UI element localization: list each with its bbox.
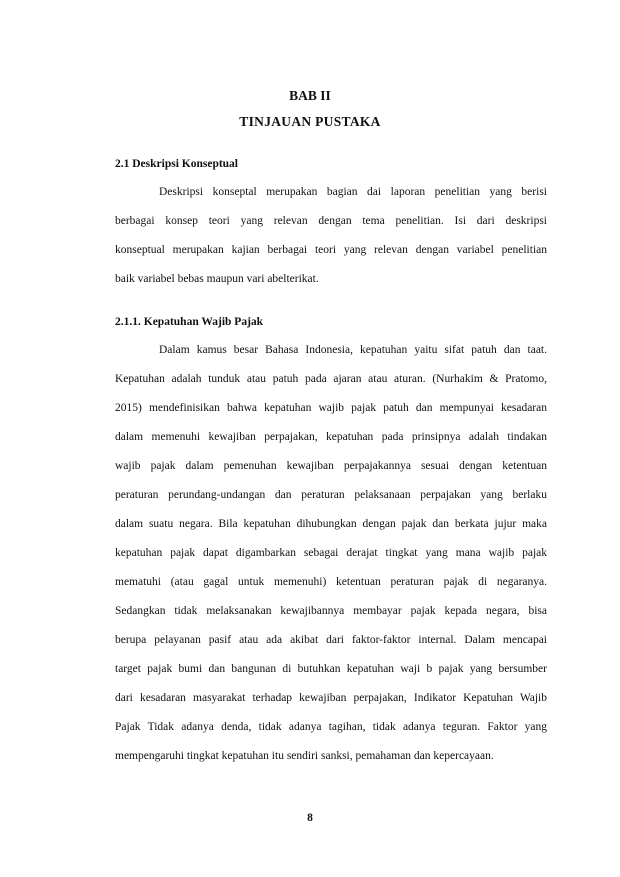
text-line: dalam suatu negara. Bila kepatuhan dihubungkan dengan pajak dan berkata jujur maka bbox=[115, 518, 547, 530]
section-heading-deskripsi-konseptual: 2.1 Deskripsi Konseptual bbox=[115, 158, 239, 170]
text-line: berupa pelayanan pasif atau ada akibat dari faktor-faktor internal. Dalam mencapai bbox=[115, 634, 547, 646]
text-line: Sedangkan tidak melaksanakan kewajibannya membayar pajak kepada negara, bisa bbox=[115, 605, 547, 617]
text-line: dalam memenuhi kewajiban perpajakan, kepatuhan pada prinsipnya adalah tindakan bbox=[115, 431, 547, 443]
text-line: konseptual merupakan kajian berbagai teori yang relevan dengan variabel penelitian bbox=[115, 244, 547, 256]
text-line: dari kesadaran masyarakat terhadap kewajiban perpajakan, Indikator Kepatuhan Wajib bbox=[115, 692, 547, 704]
page-number: 8 bbox=[307, 812, 313, 824]
text-line: Pajak Tidak adanya denda, tidak adanya tagihan, tidak adanya teguran. Faktor yang bbox=[115, 721, 547, 733]
paragraph-kepatuhan-wajib-pajak bbox=[115, 340, 547, 775]
chapter-title: TINJAUAN PUSTAKA bbox=[239, 114, 381, 129]
text-line: peraturan perundang-undangan dan peraturan pelaksanaan perpajakan yang berlaku bbox=[115, 489, 547, 501]
text-line: 2015) mendefinisikan bahwa kepatuhan wajib pajak patuh dan mempunyai kesadaran bbox=[115, 402, 547, 414]
text-line: berbagai konsep teori yang relevan dengan tema penelitian. Isi dari deskripsi bbox=[115, 215, 547, 227]
text-line: target pajak bumi dan bangunan di butuhkan kepatuhan waji b pajak yang bersumber bbox=[115, 663, 547, 675]
section-heading-kepatuhan-wajib-pajak: 2.1.1. Kepatuhan Wajib Pajak bbox=[115, 316, 264, 328]
text-line: kepatuhan pajak dapat digambarkan sebagai derajat tingkat yang mana wajib pajak bbox=[115, 547, 547, 559]
text-line: wajib pajak dalam pemenuhan kewajiban perpajakannya sesuai dengan ketentuan bbox=[115, 460, 547, 472]
text-line: Dalam kamus besar Bahasa Indonesia, kepatuhan yaitu sifat patuh dan taat. bbox=[159, 344, 547, 356]
paragraph-deskripsi-konseptual bbox=[115, 182, 547, 298]
text-line: mempengaruhi tingkat kepatuhan itu sendiri sanksi, pemahaman dan kepercayaan. bbox=[115, 750, 494, 762]
text-line: mematuhi (atau gagal untuk memenuhi) ketentuan peraturan pajak di negaranya. bbox=[115, 576, 547, 588]
text-line: baik variabel bebas maupun vari abelterikat. bbox=[115, 273, 319, 285]
text-line: Kepatuhan adalah tunduk atau patuh pada ajaran atau aturan. (Nurhakim & Pratomo, bbox=[115, 373, 547, 385]
chapter-label: BAB II bbox=[289, 88, 331, 103]
text-line: Deskripsi konseptal merupakan bagian dai laporan penelitian yang berisi bbox=[159, 186, 547, 198]
